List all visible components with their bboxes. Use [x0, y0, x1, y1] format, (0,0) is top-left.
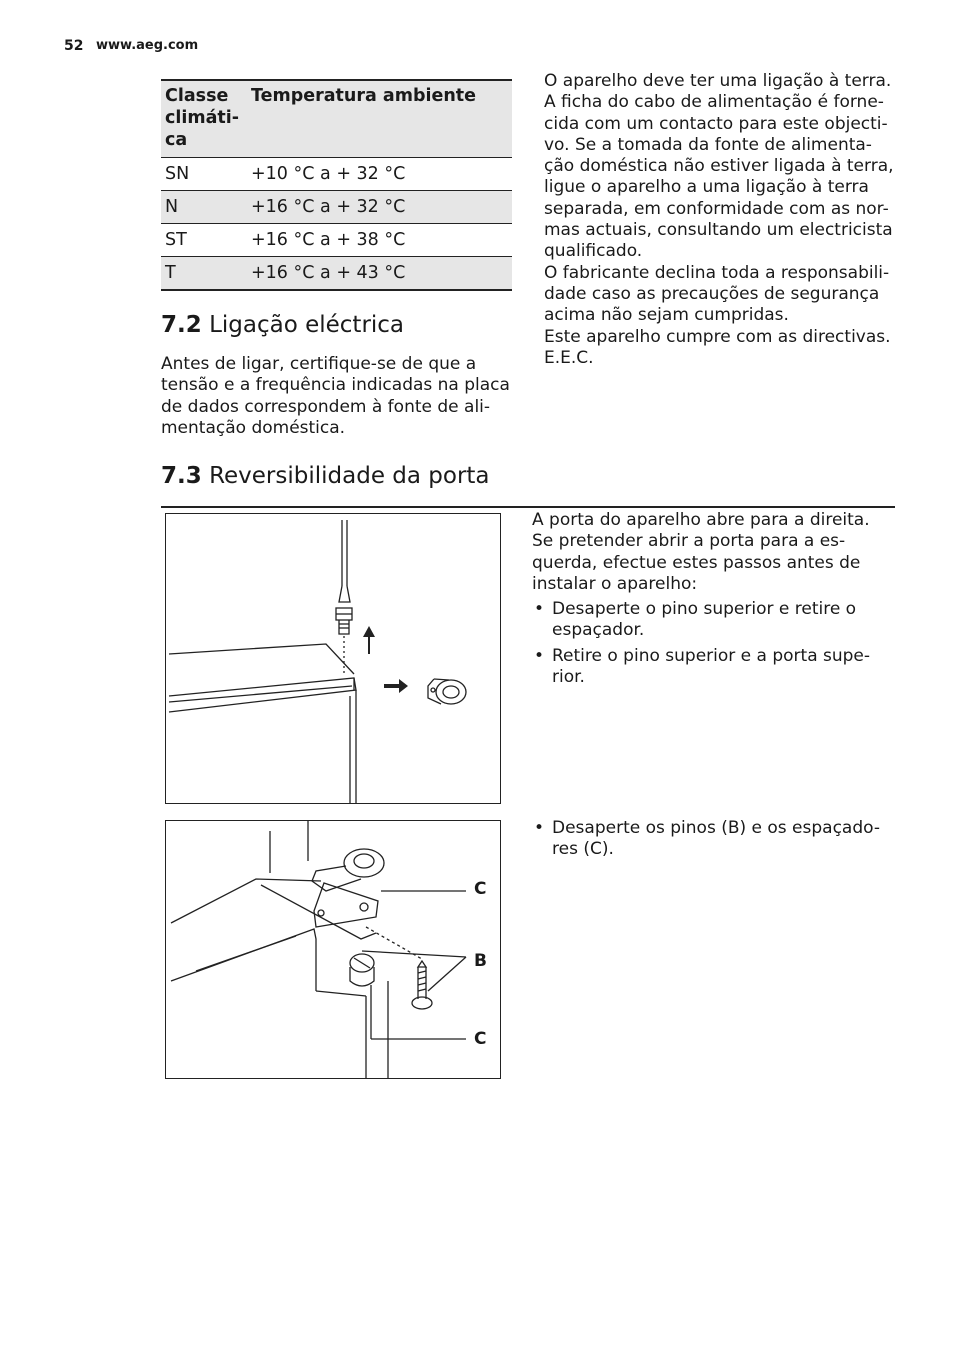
text-line: Antes de ligar, certifique-se de que a	[161, 354, 477, 374]
text-line: separada, em conformidade com as nor-	[544, 198, 889, 219]
table-cell-temperature: +10 °C a + 32 °C	[247, 158, 512, 191]
text-line: cida com um contacto para este objecti-	[544, 113, 888, 134]
figure-top-hinge	[165, 513, 501, 804]
top-hinge-illustration	[166, 514, 500, 803]
step-list-2-container	[532, 818, 902, 865]
text-line: instalar o aparelho:	[532, 573, 698, 594]
text-line: A ficha do cabo de alimentação é forne-	[544, 92, 884, 113]
text-line: E.E.C.	[544, 347, 594, 368]
text-line: • Desaperte o pino superior e retire o	[552, 599, 857, 620]
text-line: querda, efectue estes passos antes de	[532, 552, 861, 573]
table-row	[161, 158, 512, 191]
table-cell-class: ST	[161, 224, 247, 257]
table-cell-class: N	[161, 191, 247, 224]
text-line: tensão e a frequência indicadas na placa	[161, 375, 510, 396]
text-line: res (C).	[552, 839, 614, 860]
grounding-paragraph	[544, 71, 904, 369]
text-line: rior.	[552, 667, 585, 688]
text-line: • Desaperte os pinos (B) e os espaçado-	[552, 818, 880, 838]
page-number: 52	[64, 38, 84, 54]
label-c-spacer-bottom: C	[474, 1029, 487, 1049]
text-line: mentação doméstica.	[161, 417, 346, 438]
list-item	[532, 599, 902, 642]
table-row	[161, 191, 512, 224]
table-cell-class: SN	[161, 158, 247, 191]
text-line: espaçador.	[552, 620, 645, 641]
label-b-pin: B	[474, 951, 487, 971]
table-row	[161, 257, 512, 291]
section-7-2-text	[161, 354, 521, 439]
text-line: vo. Se a tomada da fonte de alimenta-	[544, 134, 872, 155]
table-row	[161, 224, 512, 257]
text-line: O fabricante declina toda a responsabili-	[544, 262, 890, 283]
step-list-2	[532, 818, 902, 861]
text-line: de dados correspondem à fonte de ali-	[161, 396, 491, 417]
table-header-row	[161, 80, 512, 158]
text-line: qualificado.	[544, 241, 643, 262]
website-url: www.aeg.com	[96, 38, 199, 53]
step-list-1	[532, 599, 902, 688]
list-item	[532, 646, 902, 689]
label-c-spacer-top: C	[474, 879, 487, 899]
text-line: Se pretender abrir a porta para a es-	[532, 531, 846, 552]
section-number: 7.2	[161, 312, 202, 338]
section-title: Reversibilidade da porta	[209, 463, 490, 489]
text-line: A porta do aparelho abre para a direita.	[532, 510, 870, 530]
section-7-2-heading	[161, 312, 404, 338]
text-line: mas actuais, consultando um electricista	[544, 220, 893, 241]
text-line: acima não sejam cumpridas.	[544, 305, 789, 326]
section-title: Ligação eléctrica	[209, 312, 405, 338]
text-line: dade caso as precauções de segurança	[544, 283, 880, 304]
table-header-ambient-temperature: Temperatura ambiente	[247, 80, 512, 158]
section-divider	[161, 506, 895, 508]
table-cell-temperature: +16 °C a + 32 °C	[247, 191, 512, 224]
text-line: ligue o aparelho a uma ligação à terra	[544, 177, 869, 198]
list-item	[532, 818, 902, 861]
table-cell-temperature: +16 °C a + 43 °C	[247, 257, 512, 291]
text-line: ção doméstica não estiver ligada à terra,	[544, 156, 894, 177]
text-line: Este aparelho cumpre com as directivas.	[544, 326, 891, 347]
section-7-3-heading	[161, 463, 490, 489]
text-line: O aparelho deve ter uma ligação à terra.	[544, 71, 892, 91]
text-line: • Retire o pino superior e a porta supe-	[552, 645, 871, 666]
table-cell-temperature: +16 °C a + 38 °C	[247, 224, 512, 257]
section-number: 7.3	[161, 463, 202, 489]
climate-class-table	[161, 79, 512, 291]
door-reversal-intro	[532, 510, 902, 692]
lower-hinge-illustration	[166, 821, 500, 1078]
table-cell-class: T	[161, 257, 247, 291]
table-header-climate-class: Classe climáti- ca	[161, 80, 247, 158]
figure-lower-hinge	[165, 820, 501, 1079]
